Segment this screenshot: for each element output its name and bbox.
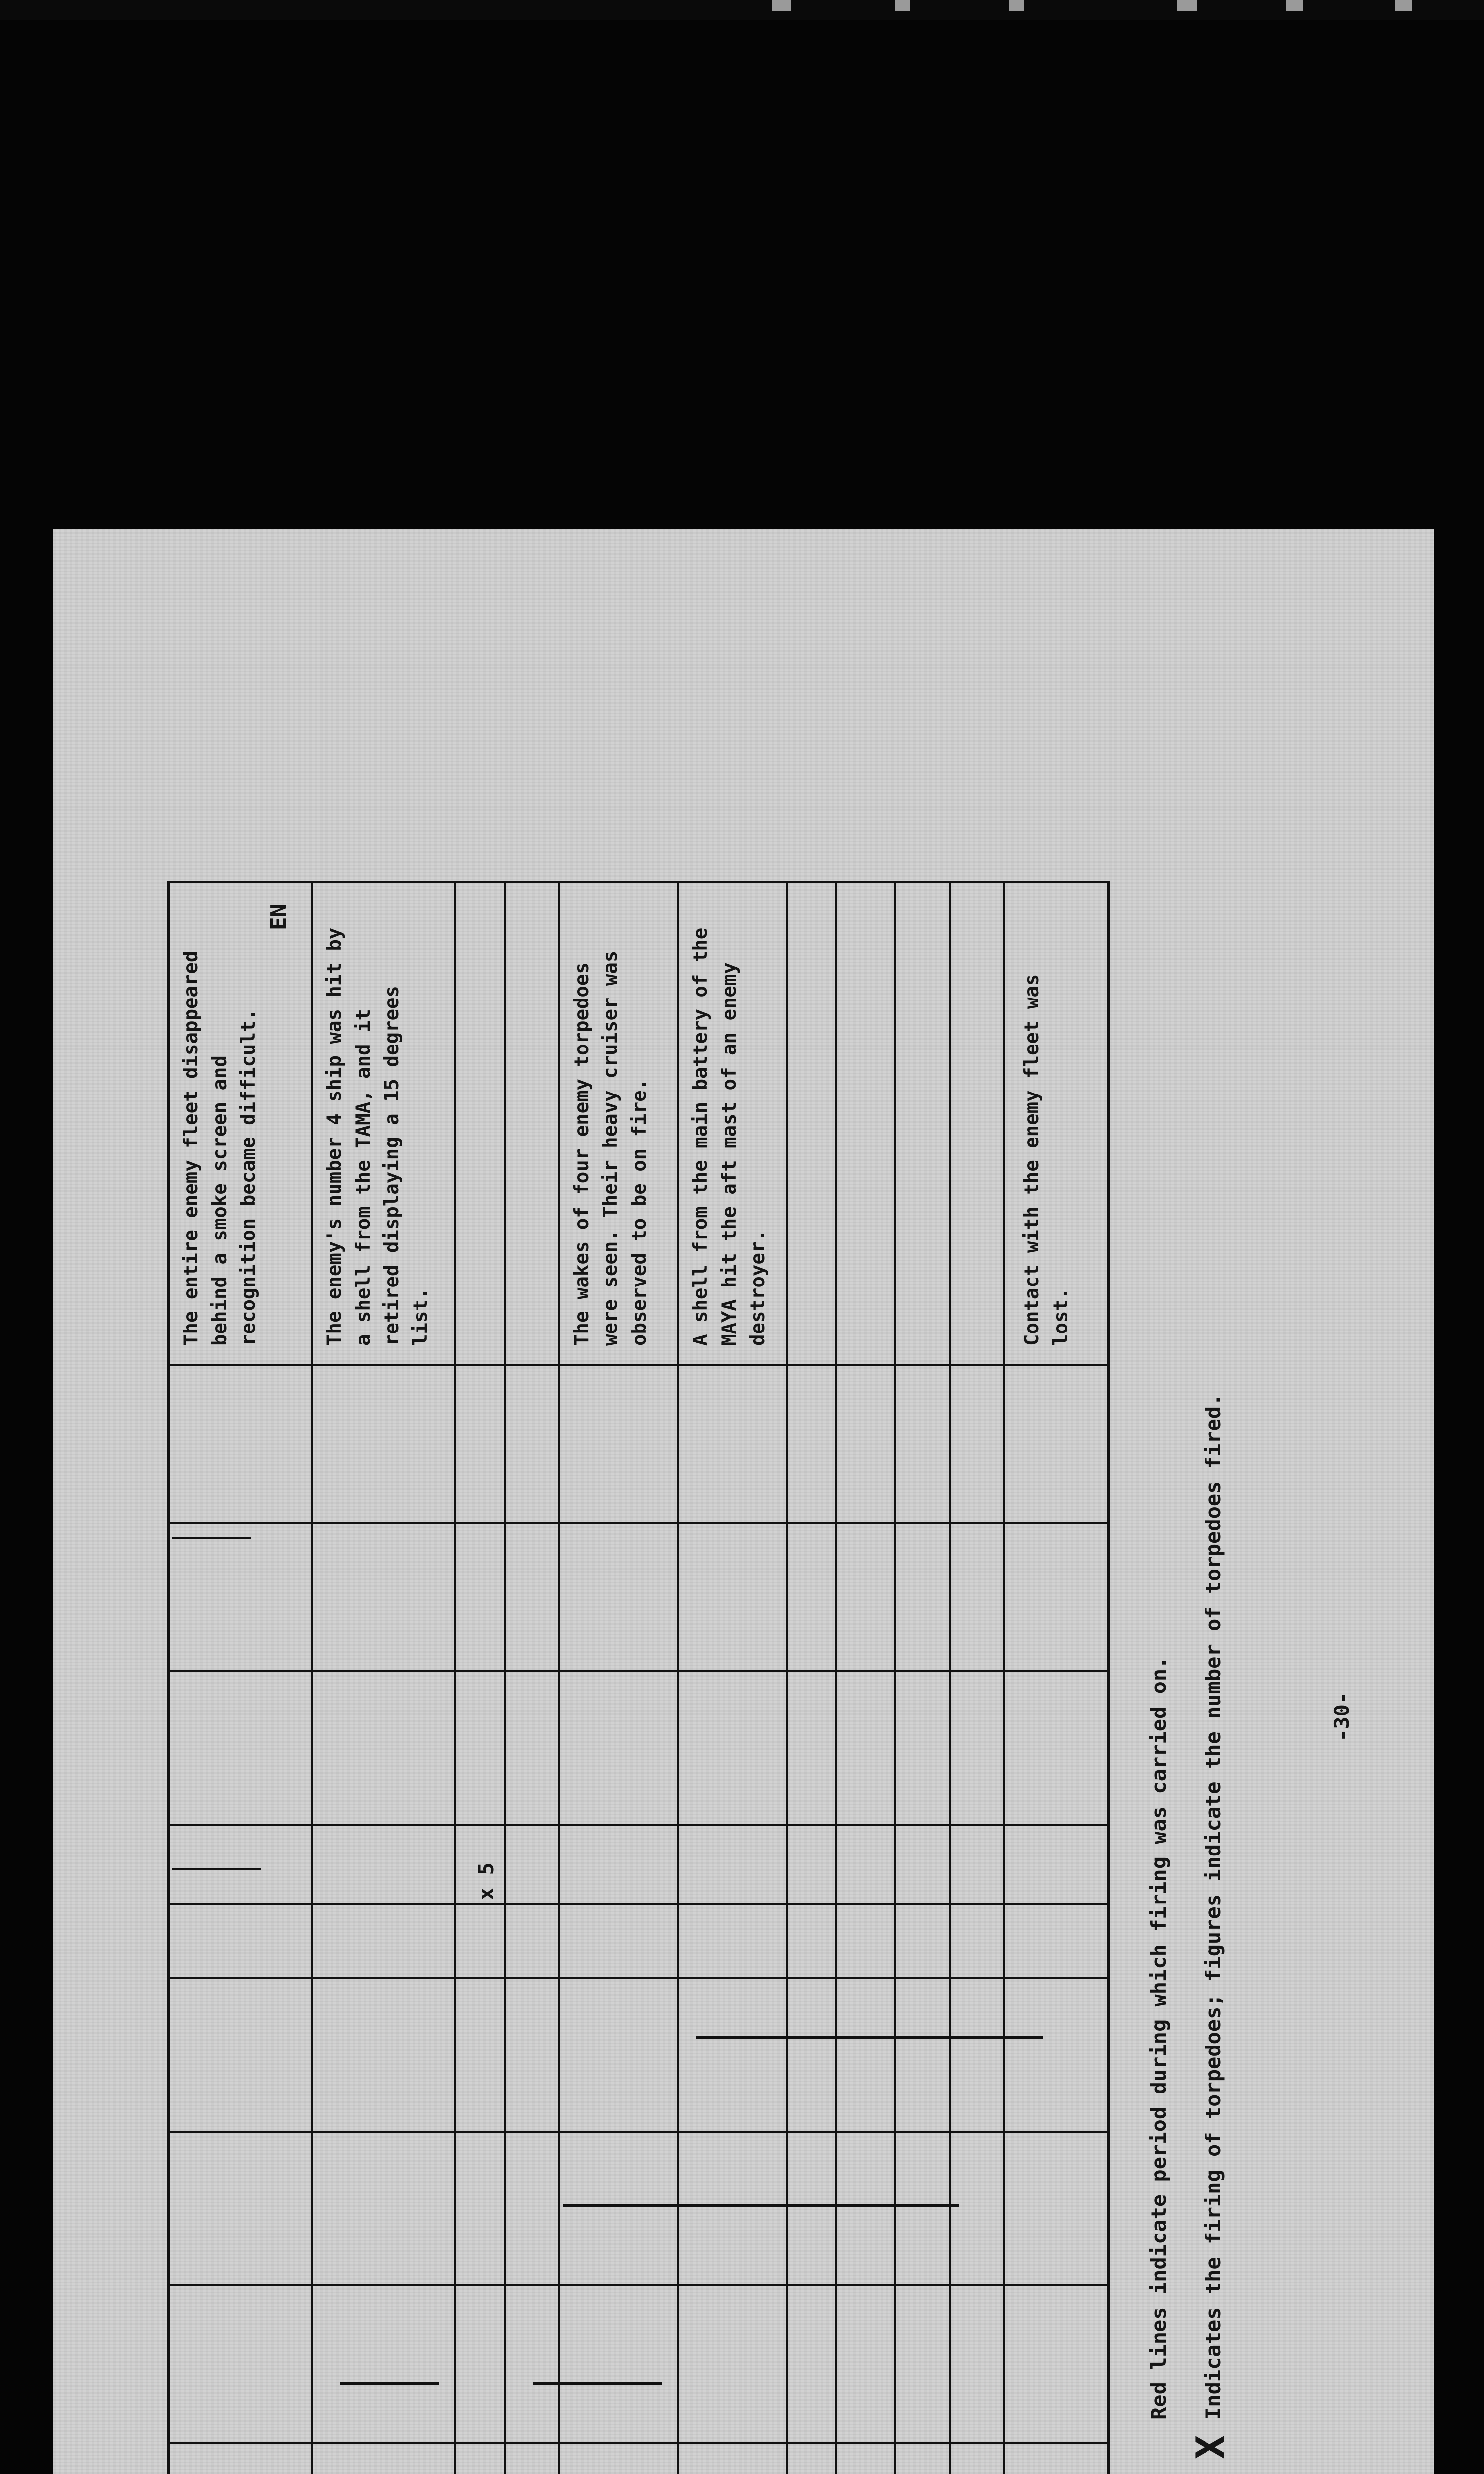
film-mark xyxy=(895,0,910,11)
film-mark xyxy=(1395,0,1412,11)
column-divider xyxy=(167,1903,1110,1905)
column-divider xyxy=(167,1824,1110,1826)
rotated-page-content xyxy=(53,529,1434,2474)
column-divider xyxy=(167,2131,1110,2133)
firing-line xyxy=(172,1868,261,1870)
firing-line xyxy=(533,2382,662,2385)
film-mark xyxy=(1009,0,1024,11)
row-divider xyxy=(558,881,560,2474)
row-divider xyxy=(677,881,679,2474)
column-divider xyxy=(167,1522,1110,1524)
film-mark xyxy=(1286,0,1303,11)
torpedo-mark: x 5 xyxy=(474,1862,498,1900)
remark-0700: The wakes of four enemy torpedoes were seen. Their heavy cruiser was observed to be on fire. xyxy=(571,951,650,1346)
document-page xyxy=(53,529,1434,2474)
note-torpedo: Indicates the firing of torpedoes; figures indicate the number of torpedoes fired. xyxy=(1201,1393,1225,2420)
row-divider xyxy=(894,881,896,2474)
row-divider xyxy=(311,881,313,2474)
firing-line xyxy=(340,2382,439,2385)
corner-mark: EN xyxy=(266,904,291,930)
column-divider xyxy=(167,1977,1110,1979)
film-mark xyxy=(1177,0,1197,11)
row-divider xyxy=(949,881,951,2474)
row-divider xyxy=(454,881,456,2474)
remark-0650: The entire enemy fleet disappeared behind a smoke screen and recognition became difficult. xyxy=(180,951,260,1346)
table-border xyxy=(167,881,1110,883)
column-divider xyxy=(167,2284,1110,2286)
film-mark xyxy=(772,0,791,11)
firing-line xyxy=(563,2204,959,2207)
remark-0651: The enemy's number 4 ship was hit by a shell from the TAMA, and it retired displaying a 15 degrees list. xyxy=(324,927,432,1346)
column-divider xyxy=(167,2442,1110,2444)
note-red-lines: Red lines indicate period during which firing was carried on. xyxy=(1147,1656,1171,2420)
firing-line xyxy=(172,1537,251,1539)
page-number: -30- xyxy=(1330,1691,1354,1742)
column-divider xyxy=(167,1364,1110,1366)
row-divider xyxy=(786,881,788,2474)
torpedo-symbol: X xyxy=(1188,2435,1234,2459)
film-top-strip xyxy=(0,0,1484,20)
row-divider xyxy=(504,881,506,2474)
firing-line xyxy=(696,2036,1043,2039)
remark-0730: Contact with the enemy fleet was lost. xyxy=(1021,974,1072,1346)
table-border xyxy=(1107,881,1110,2474)
table-border xyxy=(167,881,170,2474)
row-divider xyxy=(1003,881,1005,2474)
remark-0706: A shell from the main battery of the MAYA hit the aft mast of an enemy destroyer. xyxy=(690,927,769,1346)
row-divider xyxy=(835,881,837,2474)
column-divider xyxy=(167,1670,1110,1672)
